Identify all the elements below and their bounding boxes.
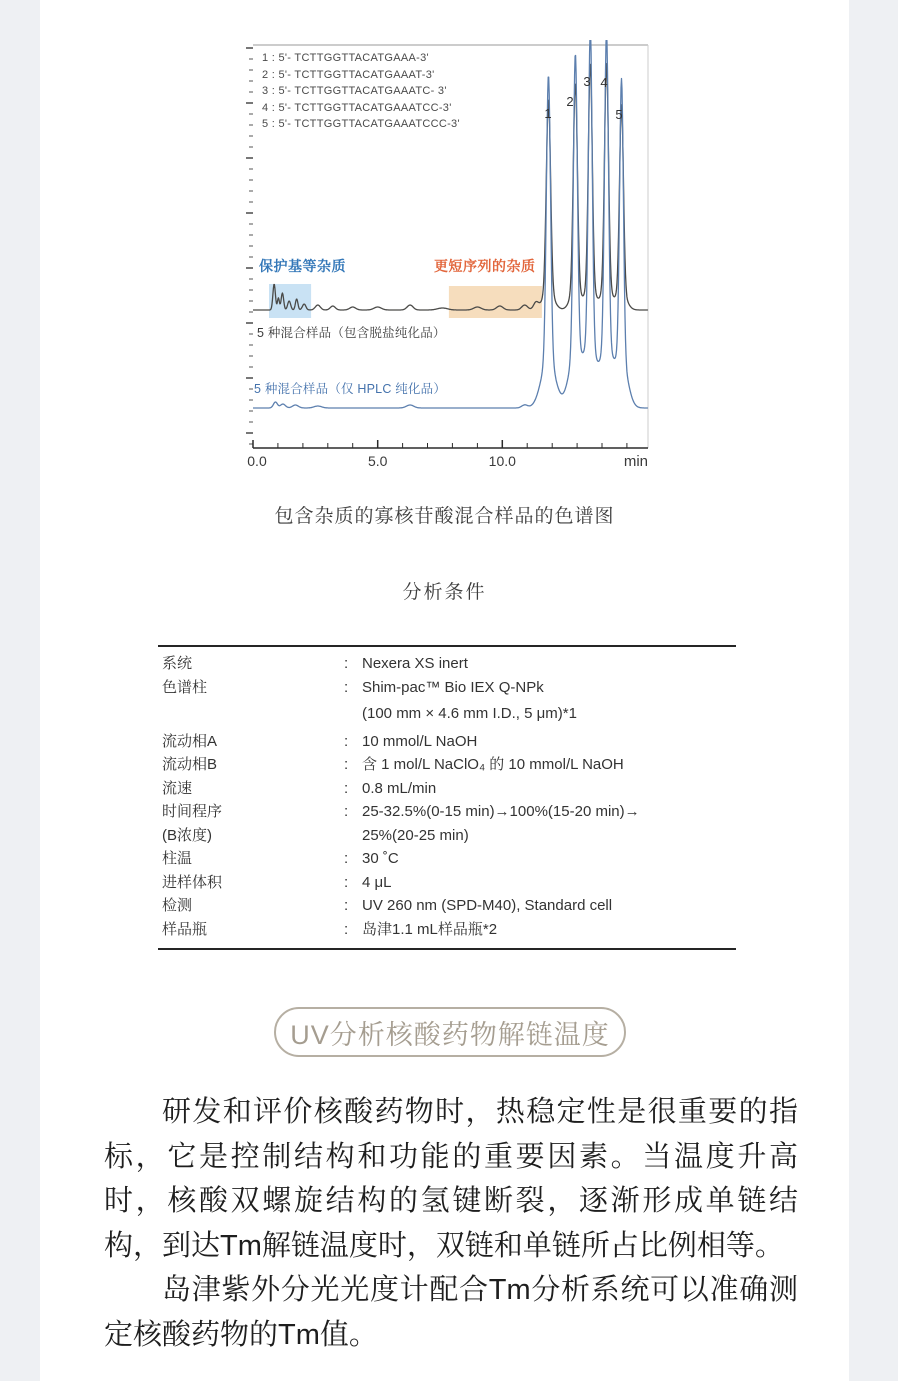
conditions-heading: 分析条件	[402, 582, 487, 603]
section-pill	[274, 1007, 626, 1057]
condition-colon: :	[344, 756, 349, 773]
condition-label: 样品瓶	[162, 920, 208, 938]
trace-label-hplc: 5 种混合样品（仅 HPLC 纯化品）	[254, 382, 447, 396]
paragraph: 研发和评价核酸药物时，热稳定性是很重要的指标，它是控制结构和功能的重要因素。当温度升高时，核酸双螺旋结构的氢键断裂，逐渐形成单链结构，到达Tm解链温度时，双链和单链所占比例相等。	[104, 1096, 798, 1262]
svg-text:4: 4	[600, 75, 608, 90]
figure-caption: 包含杂质的寡核苷酸混合样品的色谱图	[274, 506, 615, 527]
condition-value: Shim-pac™ Bio IEX Q-NPk	[362, 678, 544, 696]
condition-colon: :	[344, 803, 349, 820]
svg-text:10.0: 10.0	[488, 453, 516, 469]
sequence-line: 3 : 5'- TCTTGGTTACATGAAATC- 3'	[262, 85, 447, 97]
condition-value: (100 mm × 4.6 mm I.D., 5 μm)*1	[362, 705, 577, 722]
condition-row	[162, 730, 736, 754]
condition-label: 系统	[162, 655, 193, 672]
condition-label: 进样体积	[162, 873, 223, 891]
condition-value: UV 260 nm (SPD-M40), Standard cell	[362, 897, 613, 914]
impurity-annotation-right: 更短序列的杂质	[434, 258, 536, 274]
svg-text:1: 1	[544, 106, 552, 121]
paragraph: 岛津紫外分光光度计配合Tm分析系统可以准确测定核酸药物的Tm值。	[104, 1274, 798, 1351]
condition-label: 流速	[162, 779, 193, 797]
condition-row	[162, 918, 736, 942]
condition-value: 25-32.5%(0-15 min)→100%(15-20 min)→	[362, 803, 640, 820]
impurity-annotation-left: 保护基等杂质	[259, 258, 346, 274]
svg-text:3: 3	[583, 74, 591, 89]
condition-value: Nexera XS inert	[362, 655, 468, 672]
section-pill-title: UV分析核酸药物解链温度	[290, 1019, 610, 1050]
condition-label	[162, 702, 344, 726]
condition-label: (B浓度)	[162, 826, 212, 844]
condition-value: 含 1 mol/L NaClO₄ 的 10 mmol/L NaOH	[362, 756, 624, 773]
trace-label-desalted: 5 种混合样品（包含脱盐纯化品）	[257, 326, 446, 340]
condition-colon: :	[344, 920, 349, 938]
condition-value: 10 mmol/L NaOH	[362, 732, 478, 750]
svg-text:2: 2	[566, 94, 574, 109]
condition-value: 30 ˚C	[362, 850, 399, 867]
condition-row	[162, 847, 736, 871]
svg-text:5: 5	[615, 107, 623, 122]
conditions-table	[158, 645, 736, 950]
condition-value: 0.8 mL/min	[362, 779, 437, 797]
condition-colon: :	[344, 779, 349, 797]
sequence-line: 4 : 5'- TCTTGGTTACATGAAATCC-3'	[262, 101, 452, 114]
condition-label: 检测	[162, 897, 193, 914]
condition-colon: :	[344, 850, 349, 867]
condition-label: 时间程序	[162, 803, 223, 820]
chromatogram-figure	[235, 40, 665, 472]
sequence-line: 5 : 5'- TCTTGGTTACATGAAATCCC-3'	[262, 118, 460, 130]
condition-label: 流动相B	[162, 756, 218, 773]
condition-colon	[344, 824, 362, 848]
condition-row	[162, 824, 736, 848]
condition-label: 色谱柱	[162, 678, 208, 696]
condition-label: 柱温	[162, 850, 193, 867]
condition-row	[162, 894, 736, 918]
condition-colon: :	[344, 678, 349, 696]
sequence-line: 1 : 5'- TCTTGGTTACATGAAA-3'	[262, 52, 429, 64]
svg-text:0.0: 0.0	[247, 453, 267, 469]
sequence-list	[262, 50, 460, 133]
sequence-line: 2 : 5'- TCTTGGTTACATGAAAT-3'	[262, 68, 435, 81]
condition-row	[162, 871, 736, 895]
condition-row	[162, 753, 736, 777]
condition-value: 4 μL	[362, 873, 392, 891]
condition-colon: :	[344, 897, 349, 914]
condition-row	[162, 676, 736, 700]
svg-text:5.0: 5.0	[367, 453, 388, 469]
condition-colon: :	[344, 655, 349, 672]
condition-row	[162, 777, 736, 801]
condition-row	[162, 800, 736, 824]
condition-label: 流动相A	[162, 732, 218, 750]
condition-value: 岛津1.1 mL样品瓶*2	[362, 920, 498, 938]
condition-colon	[344, 702, 362, 726]
condition-colon: :	[344, 873, 349, 891]
condition-value: 25%(20-25 min)	[362, 826, 469, 844]
condition-row	[162, 699, 736, 730]
svg-text:min: min	[623, 453, 648, 470]
condition-colon: :	[344, 732, 349, 750]
condition-row	[162, 652, 736, 676]
body-text	[104, 1090, 798, 1357]
